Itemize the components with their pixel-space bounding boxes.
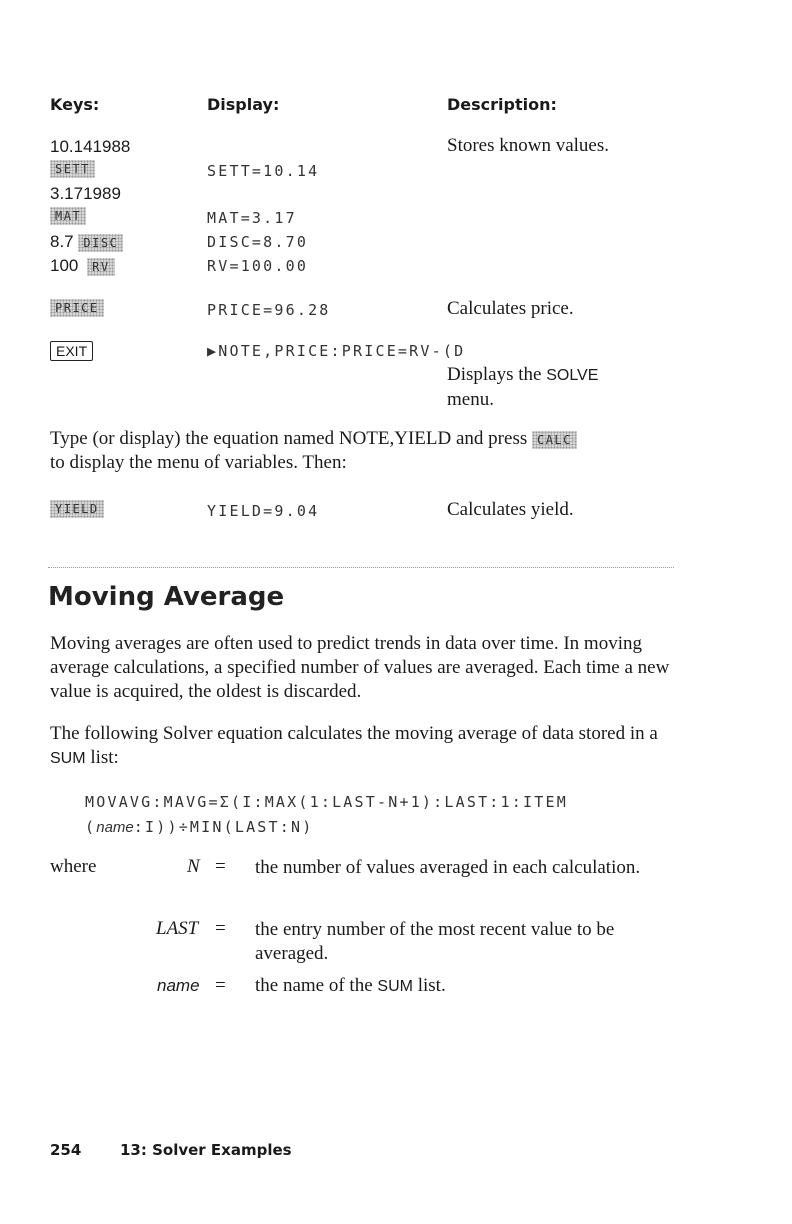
row-description: Calculates yield. [447, 499, 574, 520]
keys-header: Keys: [50, 95, 100, 114]
row-description: Stores known values. [447, 135, 610, 156]
equation-name-var: name [96, 819, 134, 836]
softkey-price [50, 299, 104, 317]
softkey-rv: RV [87, 258, 114, 276]
lcd-display: SETT=10.14 [207, 162, 320, 180]
definition-text-part: the name of the [255, 975, 373, 996]
description-header: Description: [447, 95, 557, 114]
paragraph-text: list: [90, 747, 119, 768]
softkey-label: PRICE [50, 299, 104, 317]
chapter-title: 13: Solver Examples [120, 1141, 292, 1159]
softkey-mat [50, 207, 86, 225]
definition-var: name [157, 976, 200, 995]
lcd-display: PRICE=96.28 [207, 301, 331, 319]
key-entry: 3.171989 [50, 184, 121, 203]
row-description [447, 363, 677, 412]
where-label: where [50, 856, 97, 877]
definition-text: the entry number of the most recent value to be averaged. [255, 919, 615, 964]
type-paragraph-line2: to display the menu of variables. Then: [50, 452, 347, 473]
desc-text: menu. [447, 389, 494, 410]
lcd-display: ▶NOTE,PRICE:PRICE=RV-(D [207, 342, 466, 360]
key-entry: 10.141988 [50, 137, 131, 156]
definition-equals: = [215, 975, 226, 996]
lcd-display: YIELD=9.04 [207, 502, 320, 520]
desc-text: Displays the [447, 364, 542, 385]
softkey-label: MAT [50, 207, 86, 225]
definition-var: LAST [156, 918, 199, 939]
softkey-disc: DISC [78, 234, 123, 252]
definition-var: N [187, 856, 200, 877]
equation-line2: (name:I))÷MIN(LAST:N) [85, 818, 314, 836]
lcd-display: RV=100.00 [207, 257, 309, 275]
type-paragraph-line1 [50, 428, 577, 450]
row-description: Calculates price. [447, 298, 574, 319]
definition-text: the number of values averaged in each calculation. [255, 857, 641, 878]
section-title: Moving Average [48, 582, 285, 612]
softkey-sett [50, 160, 95, 178]
key-number: 100 [50, 256, 79, 275]
solver-paragraph [50, 722, 680, 771]
equation-rest: :I))÷MIN(LAST:N) [133, 818, 314, 836]
paragraph-text: The following Solver equation calculates the moving average of data stored in a [50, 723, 658, 744]
equation-line1: MOVAVG:MAVG=Σ(I:MAX(1:LAST-N+1):LAST:1:ITEM [85, 793, 568, 811]
lcd-display: DISC=8.70 [207, 233, 309, 251]
sum-list-label: SUM [377, 978, 413, 995]
softkey-calc: CALC [532, 431, 577, 449]
definition-equals: = [215, 856, 226, 877]
lcd-display: MAT=3.17 [207, 209, 297, 227]
desc-menu-name: SOLVE [546, 367, 599, 384]
softkey-yield [50, 500, 104, 518]
softkey-label: YIELD [50, 500, 104, 518]
definition-text-part: list. [417, 975, 446, 996]
definition-text [255, 975, 446, 997]
keycap-label: EXIT [50, 341, 93, 361]
page-number: 254 [50, 1141, 82, 1159]
intro-paragraph: Moving averages are often used to predict trends in data over time. In moving average calculations, a specified number of values are averaged. Each time a new value is acquired, the oldest is discarded. [50, 633, 670, 702]
display-header: Display: [207, 95, 280, 114]
key-entry [50, 232, 123, 252]
definition-equals: = [215, 918, 226, 939]
exit-key [50, 341, 93, 361]
key-entry [50, 256, 115, 276]
section-divider [48, 567, 674, 568]
softkey-label: SETT [50, 160, 95, 178]
sum-list-label: SUM [50, 750, 86, 767]
paragraph-text: Type (or display) the equation named NOTE,YIELD and press [50, 428, 528, 449]
key-number: 8.7 [50, 232, 74, 251]
